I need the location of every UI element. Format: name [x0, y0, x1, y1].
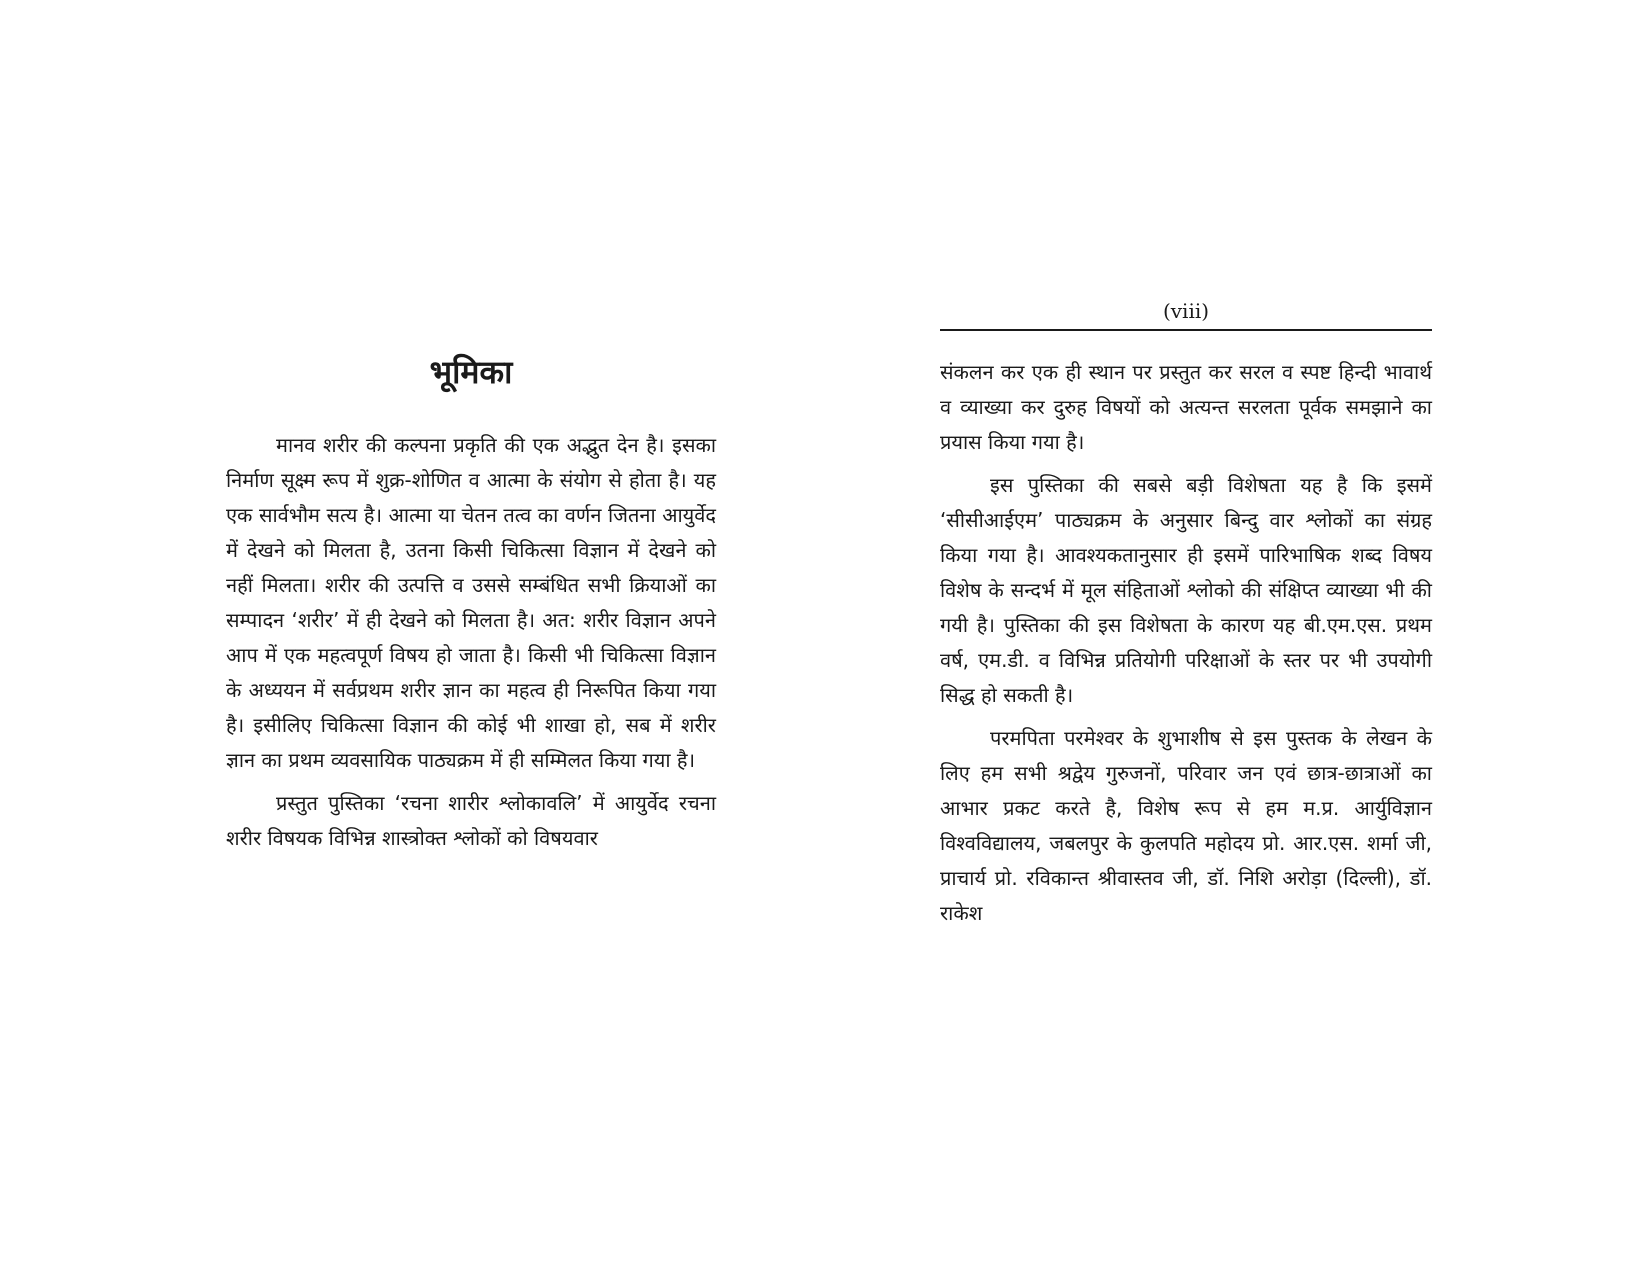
- right-paragraph-2: इस पुस्तिका की सबसे बड़ी विशेषता यह है कि इसमें ‘सीसीआईएम’ पाठ्यक्रम के अनुसार बिन्दु वार श्लोकों का संग्रह किया गया है। आवश्यकतानुसार ही इसमें पारिभाषिक शब्द विषय विशेष के सन्दर्भ में मूल संहिताओं श्लोको की संक्षिप्त व्याख्या भी की गयी है। पुस्तिका की इस विशेषता के कारण यह बी.एम.एस. प्रथम वर्ष, एम.डी. व विभिन्न प्रतियोगी परिक्षाओं के स्तर पर भी उपयोगी सिद्ध हो सकती है।: [940, 473, 1432, 707]
- left-text-block: [226, 428, 716, 864]
- header-rule: [940, 329, 1432, 331]
- right-paragraph-1: संकलन कर एक ही स्थान पर प्रस्तुत कर सरल व स्पष्ट हिन्दी भावार्थ व व्याख्या कर दुरुह विषयों को अत्यन्त सरलता पूर्वक समझाने का प्रयास किया गया है।: [940, 360, 1432, 454]
- page-title: भूमिका: [429, 353, 513, 391]
- right-text-block: [940, 355, 1432, 939]
- left-paragraph-1: मानव शरीर की कल्पना प्रकृति की एक अद्भुत देन है। इसका निर्माण सूक्ष्म रूप में शुक्र-शोणित व आत्मा के संयोग से होता है। यह एक सार्वभौम सत्य है। आत्मा या चेतन तत्व का वर्णन जितना आयुर्वेद में देखने को मिलता है, उतना किसी चिकित्सा विज्ञान में देखने को नहीं मिलता। शरीर की उत्पत्ति व उससे सम्बंधित सभी क्रियाओं का सम्पादन ‘शरीर’ में ही देखने को मिलता है। अत: शरीर विज्ञान अपने आप में एक महत्वपूर्ण विषय हो जाता है। किसी भी चिकित्सा विज्ञान के अध्ययन में सर्वप्रथम शरीर ज्ञान का महत्व ही निरूपित किया गया है। इसीलिए चिकित्सा विज्ञान की कोई भी शाखा हो, सब में शरीर ज्ञान का प्रथम व्यवसायिक पाठ्यक्रम में ही सम्मिलत किया गया है।: [226, 433, 716, 772]
- left-paragraph-2: प्रस्तुत पुस्तिका ‘रचना शारीर श्लोकावलि’ में आयुर्वेद रचना शरीर विषयक विभिन्न शास्त्रोक्त श्लोकों को विषयवार: [226, 791, 716, 850]
- page-number: (viii): [1162, 299, 1210, 323]
- right-paragraph-3: परमपिता परमेश्वर के शुभाशीष से इस पुस्तक के लेखन के लिए हम सभी श्रद्वेय गुरुजनों, परिवार जन एवं छात्र-छात्राओं का आभार प्रकट करते है, विशेष रूप से हम म.प्र. आर्युविज्ञान विश्वविद्यालय, जबलपुर के कुलपति महोदय प्रो. आर.एस. शर्मा जी, प्राचार्य प्रो. रविकान्त श्रीवास्तव जी, डॉ. निशि अरोड़ा (दिल्ली), डॉ. राकेश: [940, 726, 1432, 925]
